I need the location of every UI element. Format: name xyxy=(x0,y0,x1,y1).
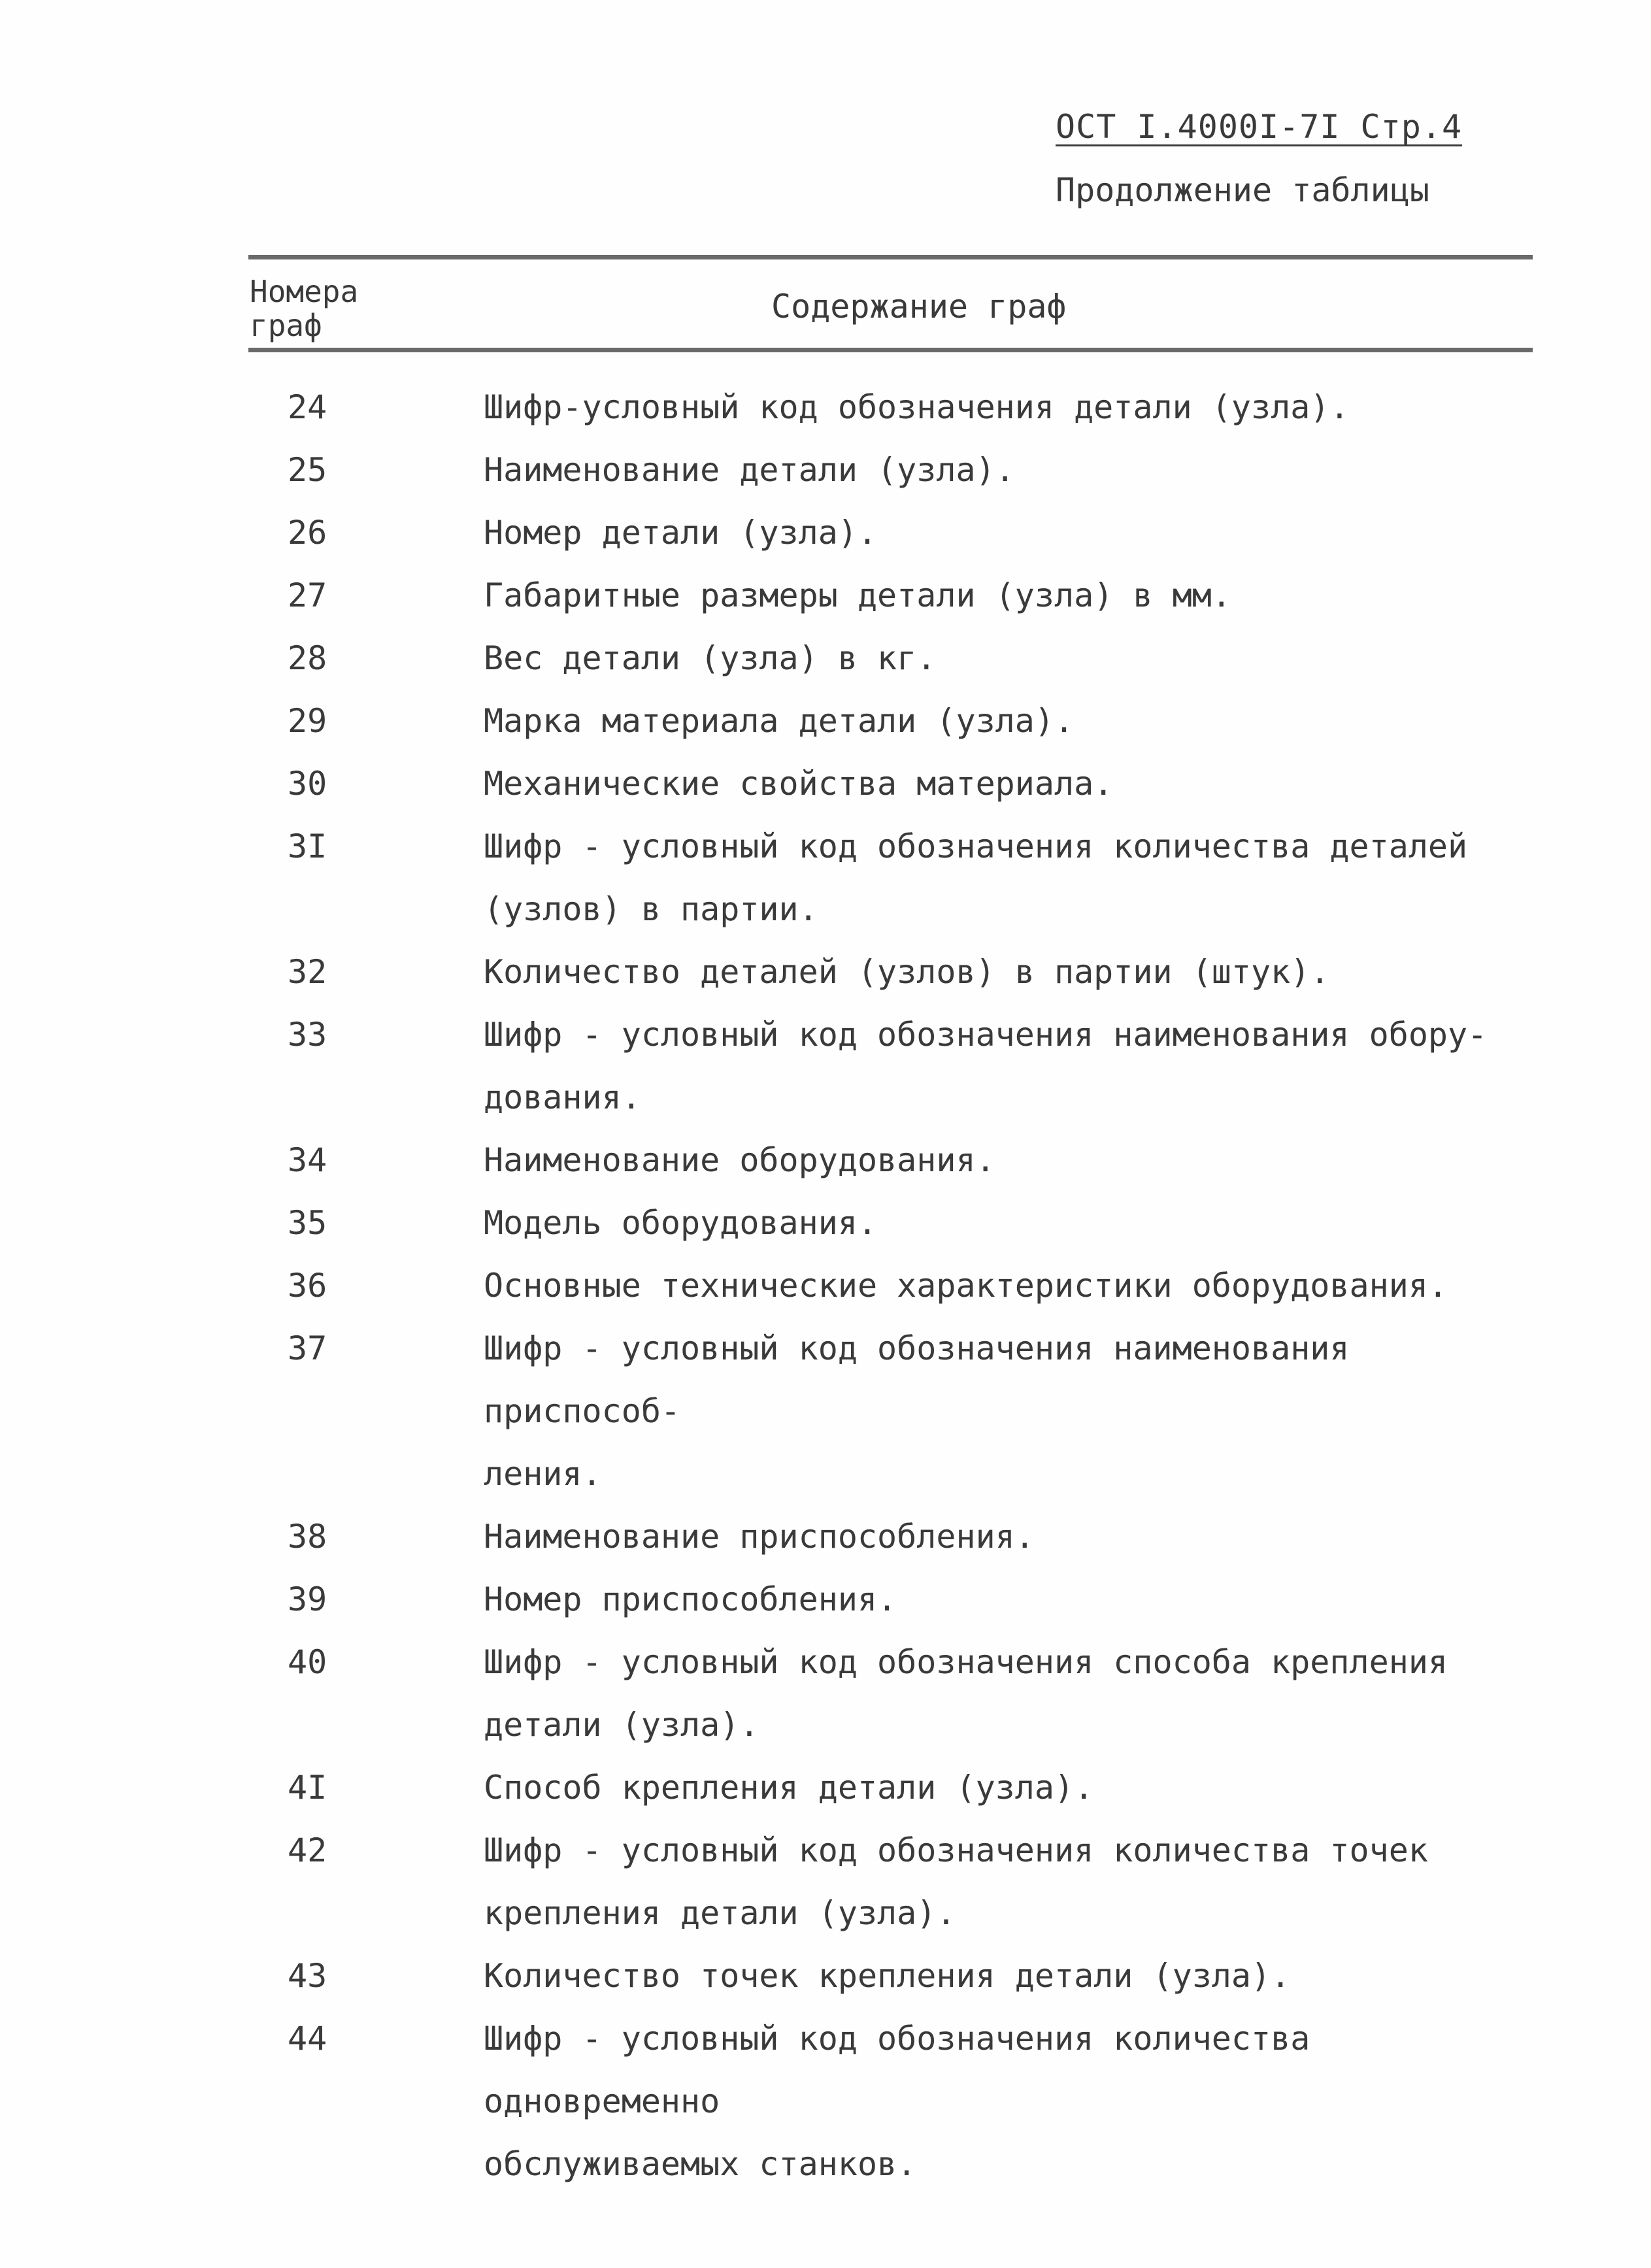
table-row xyxy=(0,1129,1651,1192)
table-row xyxy=(0,941,1651,1003)
row-number: 36 xyxy=(288,1267,327,1305)
table-row xyxy=(0,627,1651,690)
table-row xyxy=(0,1317,1651,1505)
row-number: 38 xyxy=(288,1518,327,1556)
row-content: Шифр - условный код обозначения наименования приспособ- ления. xyxy=(484,1329,1350,1493)
row-number: 30 xyxy=(288,765,327,803)
table-row xyxy=(0,1003,1651,1129)
table-row xyxy=(0,690,1651,752)
row-number: 43 xyxy=(288,1957,327,1995)
row-content: Механические свойства материала. xyxy=(484,765,1114,803)
row-number: 3I xyxy=(288,827,327,865)
table-row xyxy=(0,815,1651,941)
row-content: Наименование оборудования. xyxy=(484,1141,995,1179)
column-header-number: Номера граф xyxy=(250,274,359,343)
row-content: Модель оборудования. xyxy=(484,1204,878,1242)
table-row xyxy=(0,1505,1651,1568)
row-number: 33 xyxy=(288,1016,327,1054)
table-row xyxy=(0,1819,1651,1944)
row-content: Наименование детали (узла). xyxy=(484,451,1015,489)
row-content: Шифр - условный код обозначения наименования обору- дования. xyxy=(484,1016,1488,1116)
table-row xyxy=(0,2007,1651,2195)
table-row xyxy=(0,501,1651,564)
row-number: 44 xyxy=(288,2020,327,2058)
row-number: 4I xyxy=(288,1769,327,1807)
table-row xyxy=(0,1254,1651,1317)
row-number: 25 xyxy=(288,451,327,489)
row-number: 35 xyxy=(288,1204,327,1242)
table-row xyxy=(0,376,1651,439)
document-code: ОСТ I.4000I-7I Стр.4 xyxy=(1056,108,1463,146)
row-content: Номер детали (узла). xyxy=(484,514,878,552)
table-row xyxy=(0,752,1651,815)
row-number: 27 xyxy=(288,576,327,614)
row-content: Основные технические характеристики оборудования. xyxy=(484,1267,1448,1305)
row-content: Количество точек крепления детали (узла). xyxy=(484,1957,1291,1995)
table-row xyxy=(0,1756,1651,1819)
row-number: 37 xyxy=(288,1329,327,1367)
row-content: Шифр-условный код обозначения детали (узла). xyxy=(484,388,1350,426)
table-row xyxy=(0,439,1651,501)
table-top-rule xyxy=(248,255,1533,259)
row-content: Наименование приспособления. xyxy=(484,1518,1035,1556)
row-content: Шифр - условный код обозначения количества деталей (узлов) в партии. xyxy=(484,827,1468,928)
row-content: Шифр - условный код обозначения количества точек крепления детали (узла). xyxy=(484,1831,1428,1932)
row-number: 39 xyxy=(288,1580,327,1618)
column-header-content: Содержание граф xyxy=(771,288,1067,325)
row-content: Марка материала детали (узла). xyxy=(484,702,1075,740)
table-row xyxy=(0,1192,1651,1254)
table-continuation-label: Продолжение таблицы xyxy=(1056,171,1429,209)
row-number: 29 xyxy=(288,702,327,740)
row-number: 28 xyxy=(288,639,327,677)
row-content: Вес детали (узла) в кг. xyxy=(484,639,937,677)
row-number: 24 xyxy=(288,388,327,426)
row-number: 42 xyxy=(288,1831,327,1869)
row-content: Номер приспособления. xyxy=(484,1580,897,1618)
table-row xyxy=(0,1568,1651,1631)
row-content: Шифр - условный код обозначения количества одновременно обслуживаемых станков. xyxy=(484,2020,1310,2183)
table-row xyxy=(0,564,1651,627)
row-content: Способ крепления детали (узла). xyxy=(484,1769,1094,1807)
row-number: 34 xyxy=(288,1141,327,1179)
row-content: Шифр - условный код обозначения способа крепления детали (узла). xyxy=(484,1643,1448,1744)
table-row xyxy=(0,1631,1651,1756)
row-number: 40 xyxy=(288,1643,327,1681)
row-number: 26 xyxy=(288,514,327,552)
row-content: Габаритные размеры детали (узла) в мм. xyxy=(484,576,1231,614)
row-number: 32 xyxy=(288,953,327,991)
row-content: Количество деталей (узлов) в партии (штук). xyxy=(484,953,1330,991)
table-header-rule xyxy=(248,348,1533,352)
table-body xyxy=(0,376,1651,2195)
table-row xyxy=(0,1944,1651,2007)
